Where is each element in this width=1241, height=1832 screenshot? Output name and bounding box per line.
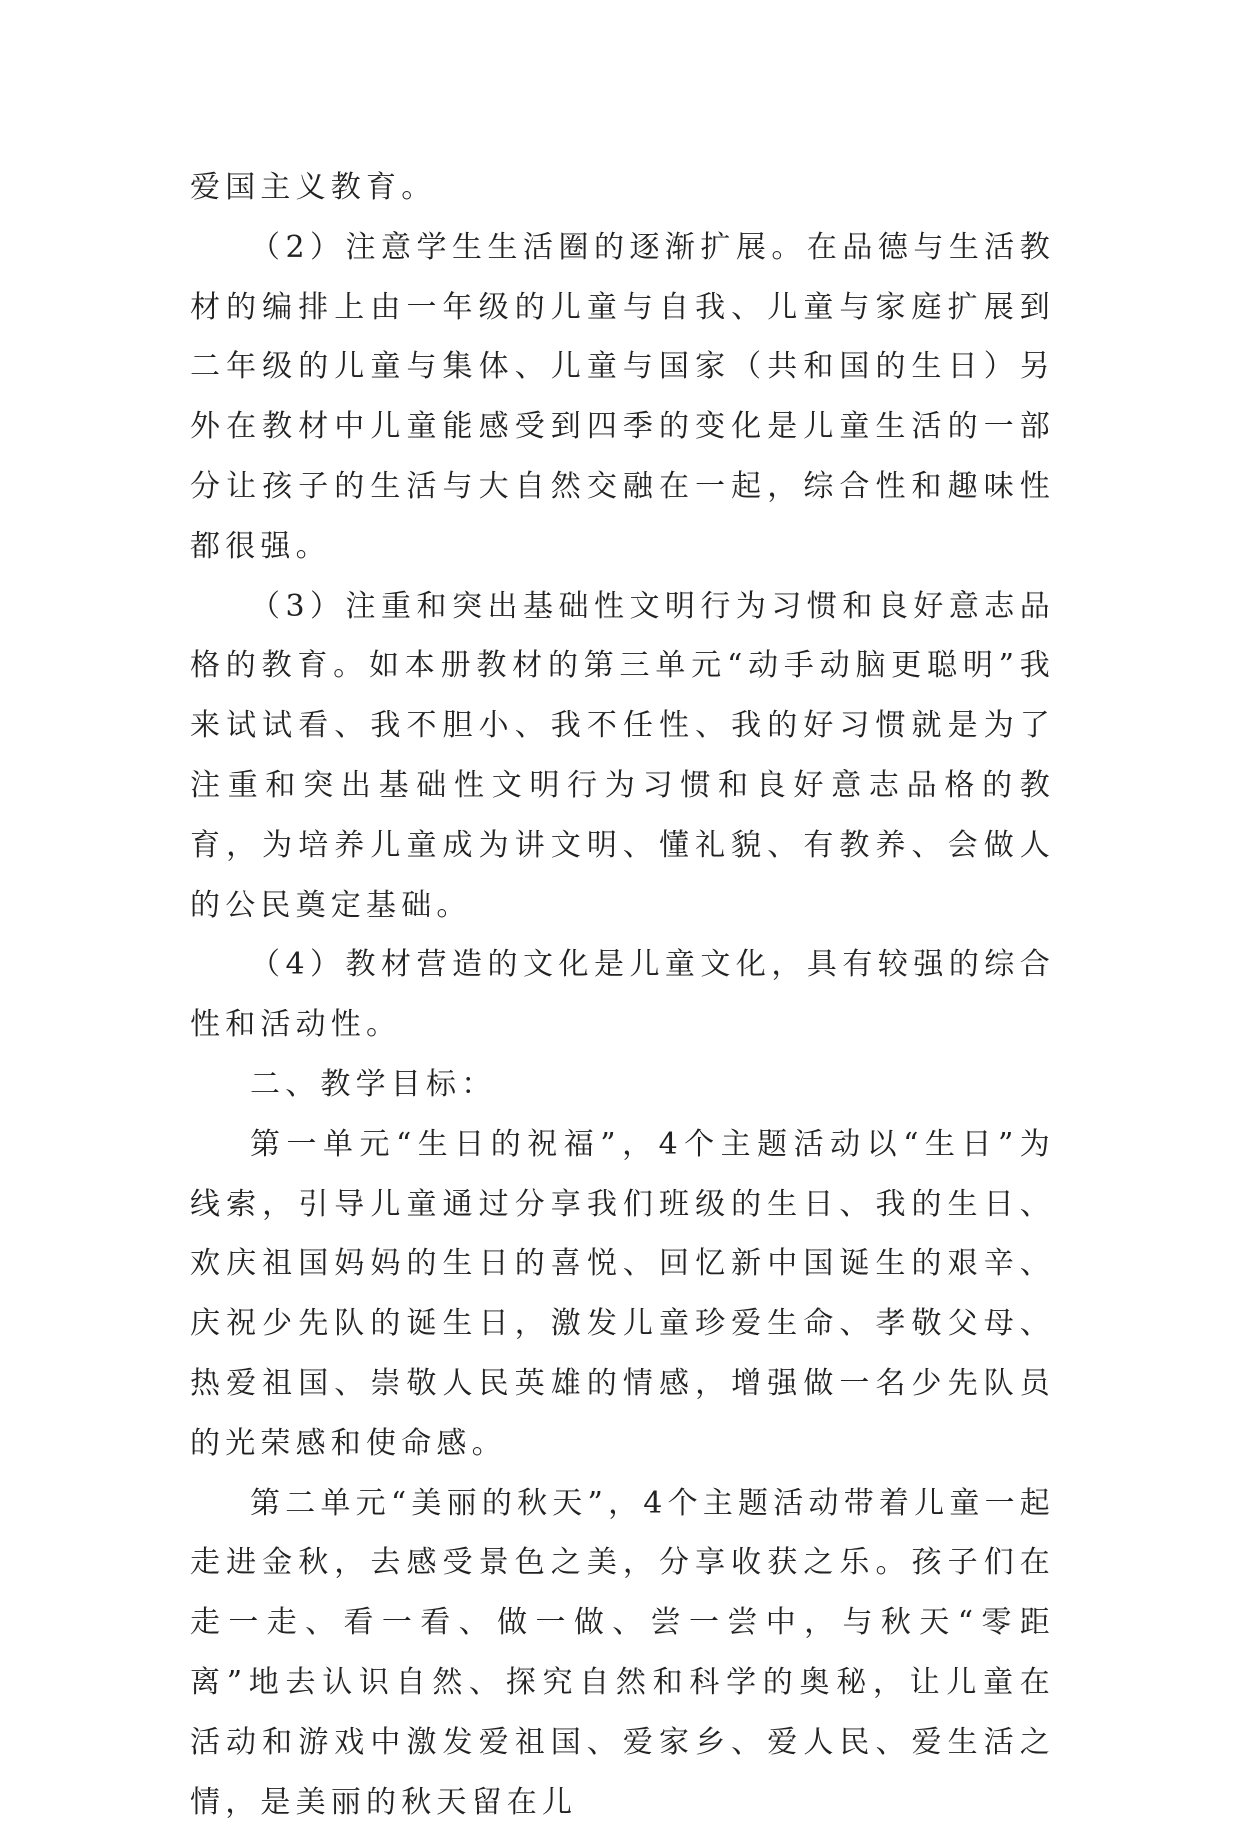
paragraph-point-2: （2）注意学生生活圈的逐渐扩展。在品德与生活教材的编排上由一年级的儿童与自我、儿童与家庭扩展到二年级的儿童与集体、儿童与国家（共和国的生日）另外在教材中儿童能感受到四季的变化是儿童生活的一部分让孩子的生活与大自然交融在一起，综合性和趣味性都很强。 bbox=[190, 229, 1055, 564]
section-heading-teaching-goals: 二、教学目标： bbox=[250, 1066, 497, 1102]
paragraph-unit-2: 第二单元“美丽的秋天”，4个主题活动带着儿童一起走进金秋，去感受景色之美，分享收获之乐。孩子们在走一走、看一看、做一做、尝一尝中，与秋天“零距离”地去认识自然、探究自然和科学的奥秘，让儿童在活动和游戏中激发爱祖国、爱家乡、爱人民、爱生活之情，是美丽的秋天留在儿 bbox=[190, 1485, 1055, 1820]
paragraph-point-3: （3）注重和突出基础性文明行为习惯和良好意志品格的教育。如本册教材的第三单元“动手动脑更聪明”我来试试看、我不胆小、我不任性、我的好习惯就是为了注重和突出基础性文明行为习惯和良好意志品格的教育，为培养儿童成为讲文明、懂礼貌、有教养、会做人的公民奠定基础。 bbox=[190, 588, 1055, 923]
paragraph-continuation: 爱国主义教育。 bbox=[190, 170, 437, 205]
paragraph-unit-1: 第一单元“生日的祝福”，4个主题活动以“生日”为线索，引导儿童通过分享我们班级的生日、我的生日、欢庆祖国妈妈的生日的喜悦、回忆新中国诞生的艰辛、庆祝少先队的诞生日，激发儿童珍爱生命、孝敬父母、热爱祖国、崇敬人民英雄的情感，增强做一名少先队员的光荣感和使命感。 bbox=[190, 1126, 1055, 1461]
paragraph-point-4: （4）教材营造的文化是儿童文化，具有较强的综合性和活动性。 bbox=[190, 947, 1055, 1043]
document-page bbox=[190, 158, 1055, 1832]
